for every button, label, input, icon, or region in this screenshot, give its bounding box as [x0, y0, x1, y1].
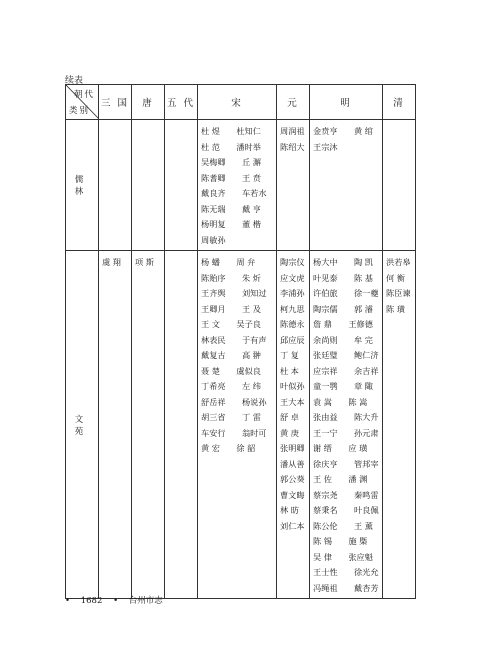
name-entry: 应文虎 — [280, 272, 305, 283]
cell-rulin-qing — [383, 120, 416, 251]
name-entry: 邱应辰 — [280, 334, 305, 345]
row-wenyuan — [66, 251, 416, 599]
name-entry: 冯绳祖 戴杏芳 — [313, 582, 379, 593]
category-wenyuan: 文 苑 — [66, 251, 99, 599]
name-entry: 詹 鼎 王修德 — [313, 319, 373, 329]
name-entry: 谢 缙 应 璜 — [313, 443, 368, 453]
name-entry: 叶见泰 陈 基 — [313, 272, 373, 283]
name-entry: 吴 侓 张应魁 — [313, 551, 373, 562]
name-entry: 童一鹗 章 陬 — [313, 381, 373, 391]
name-entry: 林 昉 — [280, 505, 299, 515]
corner-header — [66, 85, 99, 120]
name-entry: 何 衡 — [386, 272, 405, 283]
name-entry: 蔡宗尧 秦鸣雷 — [313, 489, 379, 500]
cell-rulin-yuan — [277, 120, 310, 251]
name-entry: 丁 复 — [280, 350, 299, 360]
name-entry: 王 佐 潘 渊 — [313, 474, 368, 484]
name-entry: 刘仁本 — [280, 520, 305, 531]
name-entry: 陈贻序 朱 炘 — [201, 272, 261, 283]
cell-wenyuan-ming — [310, 251, 383, 599]
cell-wenyuan-song — [198, 251, 277, 599]
cell-wenyuan-sanguo — [99, 251, 132, 599]
name-entry: 黄 宏 徐 韶 — [201, 443, 256, 453]
header-ming: 明 — [310, 85, 383, 120]
name-entry: 王士性 徐光允 — [313, 567, 379, 577]
name-entry: 吴梅卿 丘 澥 — [201, 157, 261, 167]
name-entry: 聂 楚 虞似良 — [201, 365, 261, 376]
book-title: 台州市志 — [128, 596, 163, 606]
header-qing: 清 — [383, 85, 416, 120]
name-entry: 徐庆亨 管邦宰 — [313, 458, 379, 469]
name-entry: 杜 本 — [280, 365, 299, 376]
name-entry: 陈绍大 — [280, 141, 305, 152]
name-entry: 王齐舆 刘知过 — [201, 288, 267, 298]
name-entry: 陈耆卿 王 贲 — [201, 172, 261, 183]
cell-rulin-sanguo — [99, 120, 132, 251]
name-entry: 项 斯 — [135, 257, 154, 267]
page-footer — [65, 594, 171, 606]
name-entry: 陈公伦 王 薰 — [313, 520, 373, 531]
name-entry: 王大本 — [280, 396, 305, 407]
name-entry: 洪若皋 — [386, 257, 411, 267]
header-tang: 唐 — [132, 85, 165, 120]
name-entry: 杜 煜 杜知仁 — [201, 126, 261, 136]
name-entry: 李浦孙 — [280, 288, 305, 298]
cell-rulin-song — [198, 120, 277, 251]
name-entry: 郭公葵 — [280, 474, 305, 484]
cell-wenyuan-tang — [132, 251, 165, 599]
name-entry: 张廷璧 鲍仁济 — [313, 350, 379, 360]
name-entry: 丁希亮 左 纬 — [201, 381, 261, 391]
name-entry: 许伯旅 徐一夔 — [313, 288, 379, 298]
name-entry: 张明卿 — [280, 443, 305, 453]
name-entry: 柯九思 — [280, 303, 305, 314]
corner-bottom-label: 类别 — [69, 106, 91, 116]
name-entry: 陈 璜 — [386, 303, 405, 314]
name-entry: 王一宁 孙元肃 — [313, 427, 379, 438]
name-entry: 王卿月 王 及 — [201, 303, 261, 314]
header-wudai: 五 代 — [165, 85, 198, 120]
name-entry: 叶似孙 — [280, 381, 305, 391]
name-entry: 曹文晦 — [280, 489, 305, 500]
corner-top-label: 朝代 — [73, 90, 95, 100]
cell-rulin-tang — [132, 120, 165, 251]
name-entry: 陈 锡 施 槩 — [313, 536, 368, 546]
header-sanguo: 三 国 — [99, 85, 132, 120]
footer-bullet: • — [65, 596, 71, 606]
row-rulin — [66, 120, 416, 251]
name-entry: 车安行 翁时可 — [201, 427, 267, 438]
cell-rulin-ming — [310, 120, 383, 251]
name-entry: 林表民 于有声 — [201, 334, 267, 345]
name-entry: 胡三省 丁 雷 — [201, 412, 261, 422]
header-row — [66, 85, 416, 120]
name-entry: 周敏孙 — [201, 234, 226, 245]
header-yuan: 元 — [277, 85, 310, 120]
name-entry: 舒岳祥 杨说孙 — [201, 396, 267, 407]
name-entry: 余尚则 牟 完 — [313, 334, 373, 345]
name-entry: 王 文 吴子良 — [201, 319, 261, 329]
name-entry: 蔡秉名 叶良佩 — [313, 505, 379, 515]
name-entry: 陶宗仪 — [280, 257, 305, 267]
continued-label: 续表 — [65, 76, 84, 86]
name-entry: 黄 庚 — [280, 427, 299, 438]
name-entry: 陈德永 — [280, 319, 305, 329]
name-entry: 杜 范 潘时举 — [201, 141, 261, 152]
cell-wenyuan-yuan — [277, 251, 310, 599]
name-entry: 陈臣谏 — [386, 288, 411, 298]
name-entry: 杨明复 董 楷 — [201, 219, 261, 229]
header-song: 宋 — [198, 85, 277, 120]
category-rulin: 儒 林 — [66, 120, 99, 251]
name-entry: 应宗祥 余吉祥 — [313, 365, 379, 376]
name-entry: 陈无瑞 戴 亨 — [201, 203, 261, 214]
name-entry: 周润祖 — [280, 126, 305, 136]
name-entry: 杨大中 陶 凯 — [313, 257, 373, 267]
page-number: 1682 — [80, 596, 103, 606]
name-entry: 戴复古 高 翀 — [201, 350, 261, 360]
name-entry: 虞 翔 — [102, 257, 121, 267]
name-entry: 舒 卓 — [280, 412, 299, 422]
name-entry: 王宗沐 — [313, 141, 338, 152]
name-entry: 张由益 陈大升 — [313, 412, 379, 422]
name-entry: 陶宗儒 郭 濬 — [313, 303, 373, 314]
biography-table — [65, 84, 416, 599]
footer-bullet: • — [113, 596, 119, 606]
name-entry: 潘从善 — [280, 458, 305, 469]
name-entry: 袁 嵩 陈 嵩 — [313, 396, 368, 407]
name-entry: 金贲亨 黄 绾 — [313, 126, 373, 136]
name-entry: 杨 蟠 周 弁 — [201, 257, 256, 267]
cell-rulin-wudai — [165, 120, 198, 251]
cell-wenyuan-qing — [383, 251, 416, 599]
cell-wenyuan-wudai — [165, 251, 198, 599]
name-entry: 戴良齐 车若水 — [201, 188, 267, 198]
